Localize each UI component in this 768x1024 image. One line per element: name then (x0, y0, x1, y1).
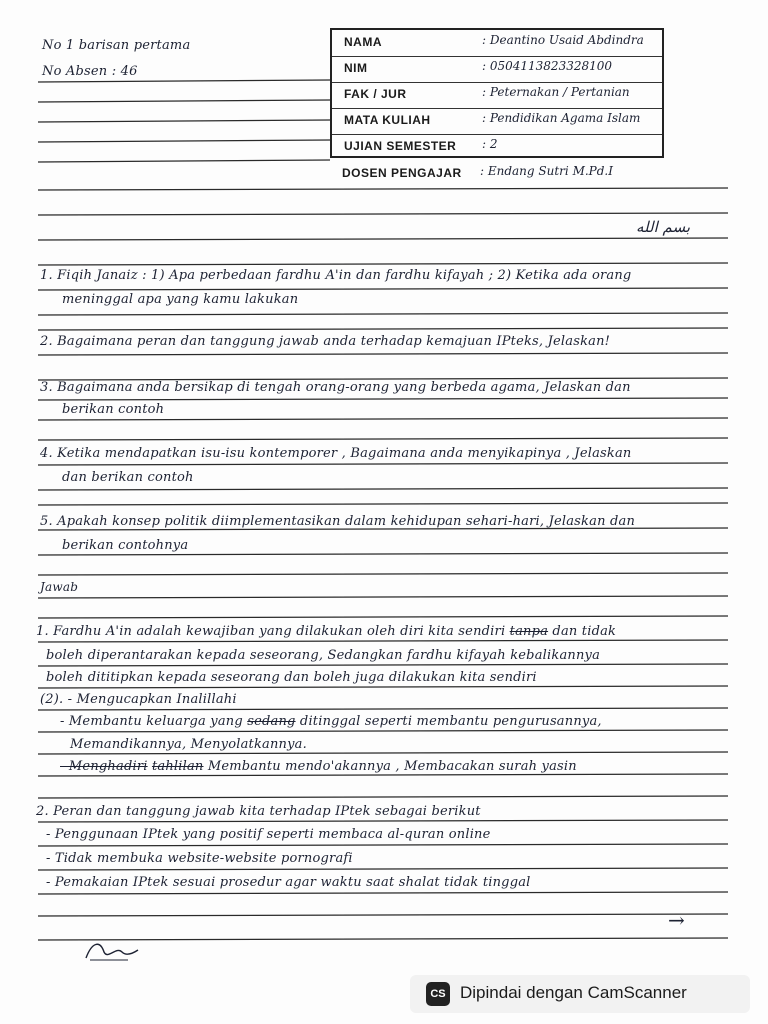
question-1-line-2: meninggal apa yang kamu lakukan (62, 292, 299, 307)
bismillah-text: بسم الله (636, 218, 691, 236)
question-2-line-1: 2. Bagaimana peran dan tanggung jawab anda terhadap kemajuan IPteks, Jelaskan! (40, 334, 611, 349)
answer-1-line-3: boleh dititipkan kepada seseorang dan boleh juga dilakukan kita sendiri (46, 670, 537, 685)
answer-2-line-1: 2. Peran dan tanggung jawab kita terhadap IPtek sebagai berikut (36, 804, 481, 819)
row-ujian-semester (332, 134, 662, 160)
row-nama (332, 30, 662, 57)
continue-arrow-icon: → (668, 908, 685, 932)
identity-table (330, 28, 664, 158)
camscanner-logo-icon: CS (426, 982, 450, 1006)
answer-1-line-7-strikethrough: - Menghadiri (60, 759, 148, 774)
answer-heading: Jawab (40, 580, 79, 594)
value-nim: : 0504113823328100 (482, 59, 613, 73)
answer-1-strikethrough: tanpa (509, 624, 549, 639)
answer-1-line-2: boleh diperantarakan kepada seseorang, Sedangkan fardhu kifayah kebalikannya (46, 648, 601, 663)
answer-1-line-5-strikethrough: sedang (247, 714, 296, 729)
camscanner-badge (410, 975, 750, 1013)
answer-2-line-4: - Pemakaian IPtek sesuai prosedur agar waktu saat shalat tidak tinggal (46, 875, 531, 890)
label-nama: NAMA (344, 35, 382, 49)
answer-1-line-1b: dan tidak (552, 624, 617, 639)
value-fak-jur: : Peternakan / Pertanian (482, 85, 630, 99)
label-ujian-semester: UJIAN SEMESTER (344, 139, 457, 153)
answer-1-line-1a: 1. Fardhu A'in adalah kewajiban yang dilakukan oleh diri kita sendiri (36, 624, 506, 639)
label-dosen: DOSEN PENGAJAR (342, 166, 462, 180)
question-5-line-1: 5. Apakah konsep politik diimplementasikan dalam kehidupan sehari-hari, Jelaskan dan (40, 514, 636, 529)
value-nama: : Deantino Usaid Abdindra (482, 33, 644, 47)
answer-1-line-7-strikethrough-2: tahlilan (151, 759, 204, 774)
class-row-note: No 1 barisan pertama (42, 38, 191, 53)
row-mata-kuliah (332, 108, 662, 135)
question-3-line-2: berikan contoh (62, 402, 165, 417)
question-1-line-1: 1. Fiqih Janaiz : 1) Apa perbedaan fardhu A'in dan fardhu kifayah ; 2) Ketika ada orang (40, 268, 632, 283)
label-nim: NIM (344, 61, 368, 75)
row-nim (332, 56, 662, 83)
answer-2-line-3: - Tidak membuka website-website pornografi (46, 851, 353, 866)
value-dosen: : Endang Sutri M.Pd.I (480, 164, 613, 178)
label-fak-jur: FAK / JUR (344, 87, 407, 101)
row-fak-jur (332, 82, 662, 109)
label-mata-kuliah: MATA KULIAH (344, 113, 431, 127)
answer-1-line-1 (36, 624, 616, 639)
answer-1-line-4: (2). - Mengucapkan Inalillahi (40, 692, 237, 707)
answer-2-line-2: - Penggunaan IPtek yang positif seperti membaca al-quran online (46, 827, 491, 842)
signature-scribble (82, 938, 142, 964)
question-3-line-1: 3. Bagaimana anda bersikap di tengah orang-orang yang berbeda agama, Jelaskan dan (40, 380, 631, 395)
camscanner-caption: Dipindai dengan CamScanner (460, 983, 687, 1002)
value-ujian-semester: : 2 (482, 137, 498, 151)
answer-1-line-7b: Membantu mendo'akannya , Membacakan surah yasin (207, 759, 577, 774)
answer-1-line-5a: - Membantu keluarga yang (60, 714, 243, 729)
question-5-line-2: berikan contohnya (62, 538, 189, 553)
value-mata-kuliah: : Pendidikan Agama Islam (482, 111, 641, 125)
question-4-line-1: 4. Ketika mendapatkan isu-isu kontemporer , Bagaimana anda menyikapinya , Jelaskan (40, 446, 632, 461)
answer-1-line-5 (60, 714, 602, 729)
absent-number: No Absen : 46 (42, 64, 138, 79)
answer-1-line-5b: ditinggal seperti membantu pengurusannya, (299, 714, 602, 729)
answer-1-line-7 (60, 759, 577, 774)
answer-1-line-6: Memandikannya, Menyolatkannya. (70, 737, 307, 752)
question-4-line-2: dan berikan contoh (62, 470, 194, 485)
